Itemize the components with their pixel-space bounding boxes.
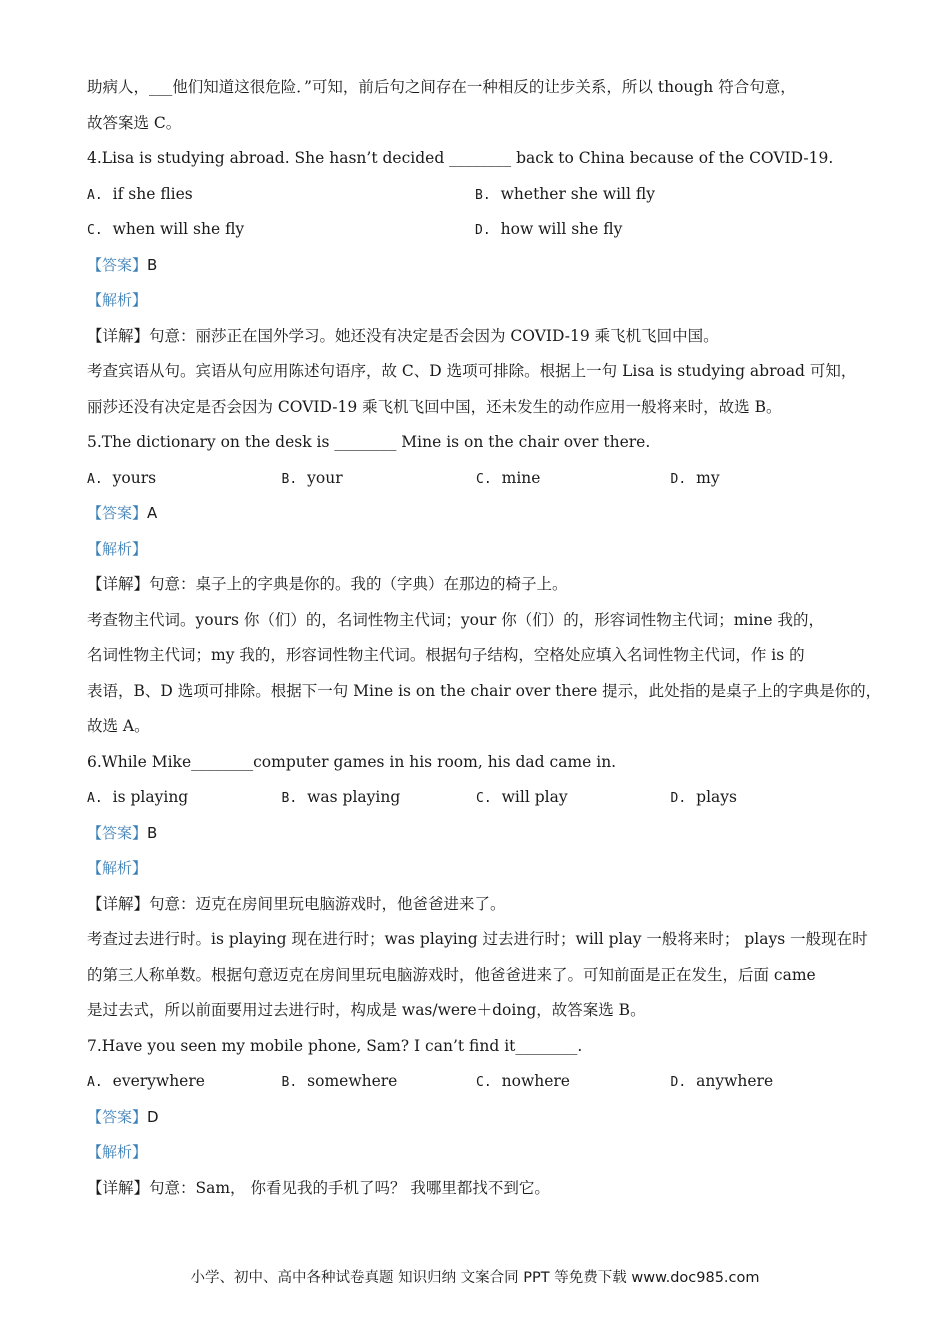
option-c xyxy=(476,461,671,497)
option-letter: C. xyxy=(87,223,103,238)
option-a xyxy=(87,780,282,816)
question-7-stem: 7.Have you seen my mobile phone, Sam? I can’t find it________. xyxy=(87,1036,583,1055)
detail-line: 考查物主代词。yours 你（们）的，名词性物主代词；your 你（们）的，形容词性物主代词；mine 我的， xyxy=(87,610,825,629)
question-4-stem: 4.Lisa is studying abroad. She hasn’t decided ________ back to China because of the COVID-19. xyxy=(87,149,834,167)
question-6-options xyxy=(87,780,872,816)
option-d xyxy=(671,1064,866,1100)
question-5-options xyxy=(87,461,872,497)
option-letter: A. xyxy=(87,471,103,487)
option-letter: D. xyxy=(475,223,491,238)
option-text: your xyxy=(307,468,343,487)
option-letter: B. xyxy=(475,187,491,203)
question-5-stem: 5.The dictionary on the desk is ________ Mine is on the chair over there. xyxy=(87,433,651,451)
text-line: 故答案选 C。 xyxy=(87,113,182,132)
option-letter: B. xyxy=(281,471,298,487)
detail-line: 丽莎还没有决定是否会因为 COVID-19 乘飞机飞回中国，还未发生的动作应用一般将来时，故选 B。 xyxy=(87,397,782,416)
question-4-options-row-1 xyxy=(87,177,872,213)
answer-label: 【答案】 xyxy=(87,255,148,274)
option-text: plays xyxy=(696,788,737,806)
analysis-label: 【解析】 xyxy=(87,1143,148,1161)
analysis-label: 【解析】 xyxy=(87,539,148,558)
page-footer: 小学、初中、高中各种试卷真题 知识归纳 文案合同 PPT 等免费下载 www.doc985.com xyxy=(190,1270,760,1286)
question-6-stem: 6.While Mike________computer games in his room, his dad came in. xyxy=(87,752,617,771)
answer-label: 【答案】 xyxy=(87,823,148,842)
detail-line: 是过去式，所以前面要用过去进行时，构成是 was/were＋doing，故答案选 B。 xyxy=(87,1001,646,1019)
answer-line xyxy=(87,816,872,852)
detail-line: 【详解】句意：丽莎正在国外学习。她还没有决定是否会因为 COVID-19 乘飞机飞回中国。 xyxy=(87,326,719,345)
option-text: how will she fly xyxy=(500,220,623,238)
option-c xyxy=(476,1064,671,1100)
question-4-options-row-2 xyxy=(87,212,872,248)
option-letter: C. xyxy=(476,471,492,487)
answer-value: D xyxy=(147,1107,159,1126)
analysis-label: 【解析】 xyxy=(87,859,148,877)
option-letter: D. xyxy=(670,1075,687,1090)
detail-line: 【详解】句意：迈克在房间里玩电脑游戏时，他爸爸进来了。 xyxy=(87,894,506,913)
detail-line: 故选 A。 xyxy=(87,717,150,735)
option-letter: A. xyxy=(87,1075,103,1090)
option-letter: B. xyxy=(281,791,298,806)
detail-line: 考查宾语从句。宾语从句应用陈述句语序，故 C、D 选项可排除。根据上一句 Lisa is studying abroad 可知， xyxy=(87,362,857,380)
question-7-options xyxy=(87,1064,872,1100)
option-text: when will she fly xyxy=(112,220,245,238)
option-letter: C. xyxy=(476,1075,492,1090)
answer-label: 【答案】 xyxy=(87,504,148,522)
document-body xyxy=(87,70,882,1206)
option-a xyxy=(87,461,282,497)
option-text: is playing xyxy=(112,788,189,806)
answer-line xyxy=(87,496,872,532)
option-c xyxy=(87,212,475,248)
option-text: yours xyxy=(112,468,157,487)
answer-value: B xyxy=(147,255,158,274)
answer-line xyxy=(87,248,872,284)
option-b xyxy=(282,1064,477,1100)
option-d xyxy=(671,780,866,816)
option-text: everywhere xyxy=(112,1072,205,1090)
detail-line: 考查过去进行时。is playing 现在进行时；was playing 过去进行时；will play 一般将来时； plays 一般现在时 xyxy=(87,930,868,948)
option-b xyxy=(282,780,477,816)
answer-line xyxy=(87,1100,872,1136)
option-text: mine xyxy=(501,468,541,487)
text-line: 助病人，___他们知道这很危险．”可知，前后句之间存在一种相反的让步关系，所以 though 符合句意， xyxy=(87,78,796,96)
option-letter: A. xyxy=(87,791,103,806)
option-text: will play xyxy=(501,788,568,806)
detail-line: 的第三人称单数。根据句意迈克在房间里玩电脑游戏时，他爸爸进来了。可知前面是正在发生，后面 came xyxy=(87,965,816,984)
answer-value: A xyxy=(147,504,158,522)
option-c xyxy=(476,780,671,816)
option-d xyxy=(671,461,866,497)
option-a xyxy=(87,177,475,213)
option-letter: C. xyxy=(476,791,492,806)
option-letter: B. xyxy=(281,1075,298,1090)
detail-line: 【详解】句意：Sam， 你看见我的手机了吗？ 我哪里都找不到它。 xyxy=(87,1178,550,1197)
option-text: was playing xyxy=(307,788,401,806)
detail-line: 【详解】句意：桌子上的字典是你的。我的（字典）在那边的椅子上。 xyxy=(87,575,568,593)
option-text: whether she will fly xyxy=(500,184,655,203)
option-b xyxy=(282,461,477,497)
option-text: my xyxy=(696,468,720,487)
option-letter: A. xyxy=(87,187,103,203)
detail-line: 表语，B、D 选项可排除。根据下一句 Mine is on the chair over there 提示，此处指的是桌子上的字典是你的， xyxy=(87,681,882,700)
option-letter: D. xyxy=(670,471,687,487)
detail-line: 名词性物主代词；my 我的，形容词性物主代词。根据句子结构，空格处应填入名词性物主代词，作 is 的 xyxy=(87,646,805,664)
analysis-label: 【解析】 xyxy=(87,291,148,309)
answer-value: B xyxy=(147,823,158,842)
option-text: nowhere xyxy=(501,1072,570,1090)
answer-label: 【答案】 xyxy=(87,1107,148,1126)
option-b xyxy=(475,177,863,213)
option-d xyxy=(475,212,863,248)
option-text: anywhere xyxy=(696,1072,774,1090)
option-letter: D. xyxy=(670,791,687,806)
option-text: somewhere xyxy=(307,1072,398,1090)
option-a xyxy=(87,1064,282,1100)
option-text: if she flies xyxy=(112,184,193,203)
